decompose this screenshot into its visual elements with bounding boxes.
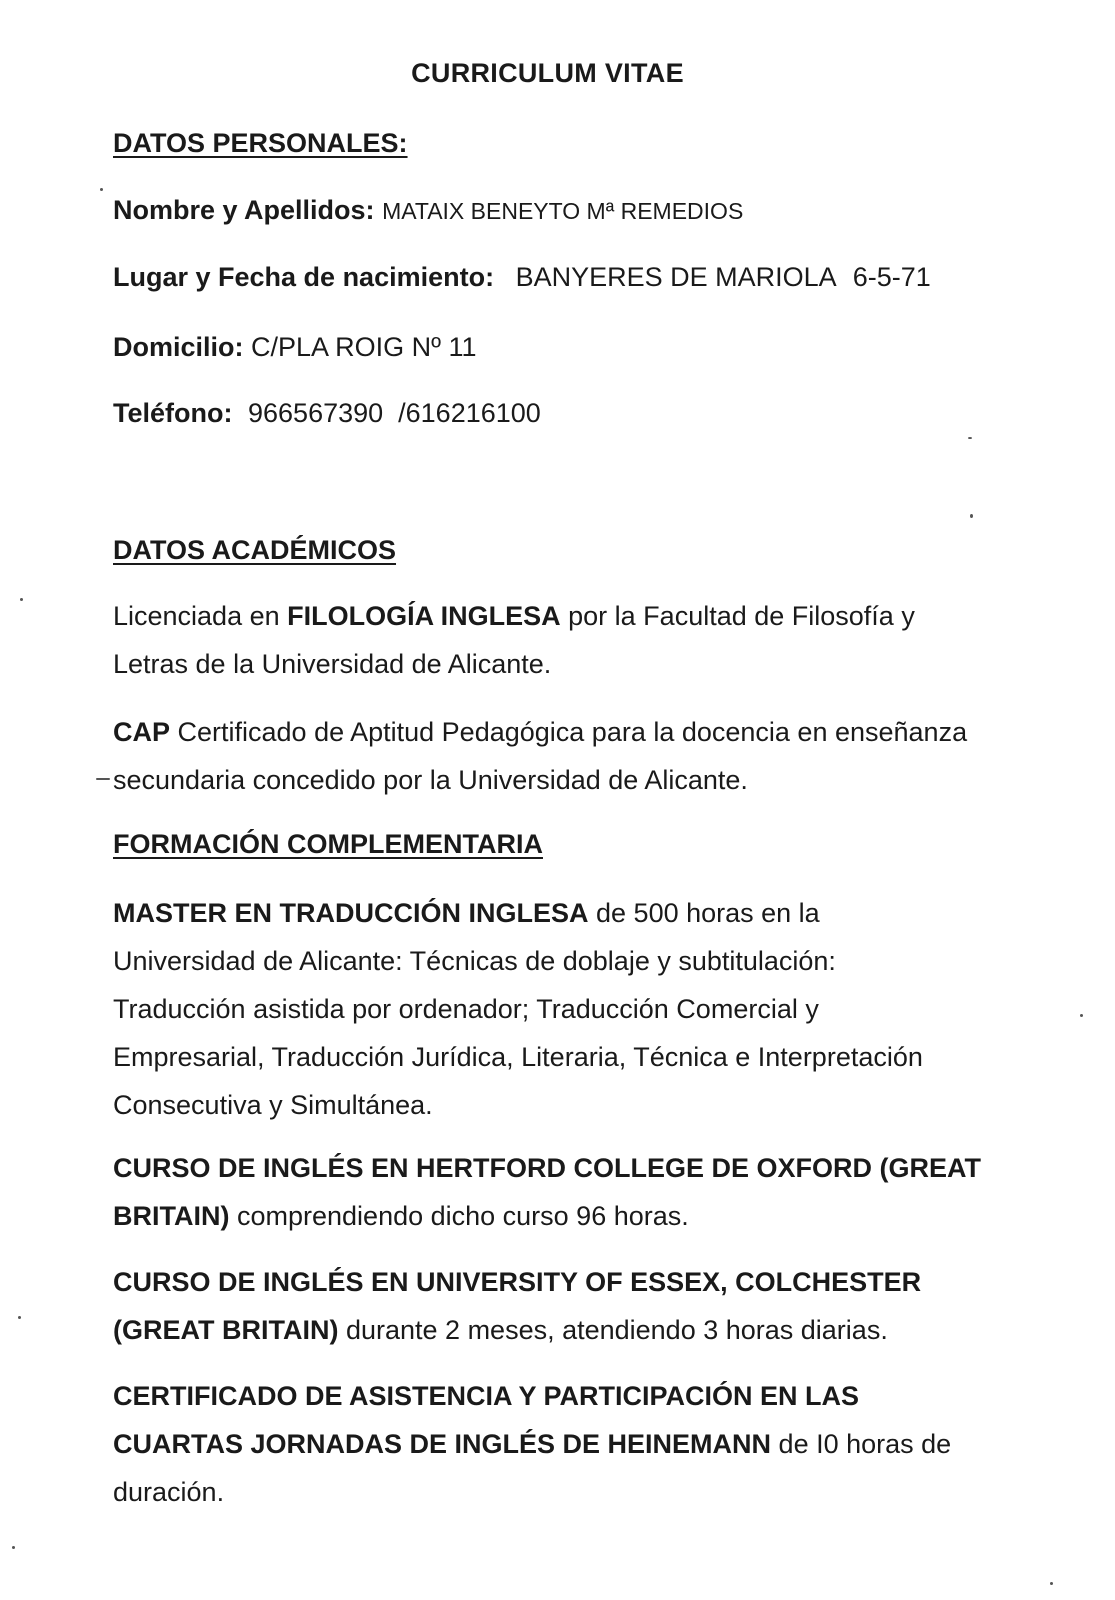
- master-text: de 500 horas en la Universidad de Alicante: Técnicas de doblaje y subtitulación: Traducción asistida por ordenador; Traducción Comercial y Empresarial, Traducción Jurídica, Literaria, Técnica e Interpretación Consecutiva y Simultánea.: [113, 898, 923, 1120]
- address-value: C/PLA ROIG Nº 11: [251, 332, 477, 362]
- scan-speck: [20, 598, 23, 601]
- heinemann-paragraph: [113, 1372, 993, 1516]
- phone-label: Teléfono:: [113, 398, 233, 428]
- scan-speck: [1050, 1582, 1053, 1585]
- scan-speck: [12, 1546, 15, 1549]
- address-label: Domicilio:: [113, 332, 244, 362]
- personal-data-heading: DATOS PERSONALES:: [113, 128, 408, 158]
- scan-speck: [968, 437, 972, 439]
- document-title: CURRICULUM VITAE: [411, 58, 684, 88]
- scan-speck: [970, 514, 973, 518]
- degree-pre: Licenciada en: [113, 601, 288, 631]
- scan-speck: [96, 778, 110, 780]
- training-heading: FORMACIÓN COMPLEMENTARIA: [113, 829, 543, 859]
- name-label: Nombre y Apellidos:: [113, 195, 375, 225]
- degree-post: por la Facultad de Filosofía y Letras de la Universidad de Alicante.: [113, 601, 915, 679]
- birth-field: [113, 262, 931, 293]
- name-value: MATAIX BENEYTO Mª REMEDIOS: [382, 198, 744, 224]
- birth-label: Lugar y Fecha de nacimiento:: [113, 262, 495, 292]
- degree-name: FILOLOGÍA INGLESA: [287, 601, 561, 631]
- oxford-title: CURSO DE INGLÉS EN HERTFORD COLLEGE DE OXFORD (GREAT BRITAIN): [113, 1153, 982, 1231]
- heinemann-text: de I0 horas de duración.: [113, 1429, 952, 1507]
- scan-speck: [1080, 1014, 1083, 1017]
- name-field: [113, 195, 743, 226]
- birth-place: BANYERES DE MARIOLA: [515, 262, 836, 292]
- academic-heading: DATOS ACADÉMICOS: [113, 535, 397, 565]
- oxford-text: comprendiendo dicho curso 96 horas.: [229, 1201, 689, 1231]
- heinemann-title: CERTIFICADO DE ASISTENCIA Y PARTICIPACIÓN EN LAS CUARTAS JORNADAS DE INGLÉS DE HEINEMANN: [113, 1381, 860, 1459]
- degree-paragraph: [113, 592, 993, 688]
- cap-label: CAP: [113, 717, 171, 747]
- scan-speck: [18, 1316, 21, 1319]
- essex-text: durante 2 meses, atendiendo 3 horas diarias.: [338, 1315, 888, 1345]
- birth-date: 6-5-71: [852, 262, 931, 292]
- essex-title: CURSO DE INGLÉS EN UNIVERSITY OF ESSEX, COLCHESTER (GREAT BRITAIN): [113, 1267, 922, 1345]
- oxford-paragraph: [113, 1144, 993, 1240]
- phone-value: 966567390 /616216100: [248, 398, 541, 428]
- cap-text: Certificado de Aptitud Pedagógica para la docencia en enseñanza secundaria concedido por la Universidad de Alicante.: [113, 717, 968, 795]
- cap-paragraph: [113, 708, 993, 804]
- phone-field: [113, 398, 541, 429]
- essex-paragraph: [113, 1258, 993, 1354]
- scan-speck: [100, 188, 103, 191]
- master-title: MASTER EN TRADUCCIÓN INGLESA: [113, 898, 589, 928]
- master-paragraph: [113, 889, 943, 1129]
- address-field: [113, 332, 476, 363]
